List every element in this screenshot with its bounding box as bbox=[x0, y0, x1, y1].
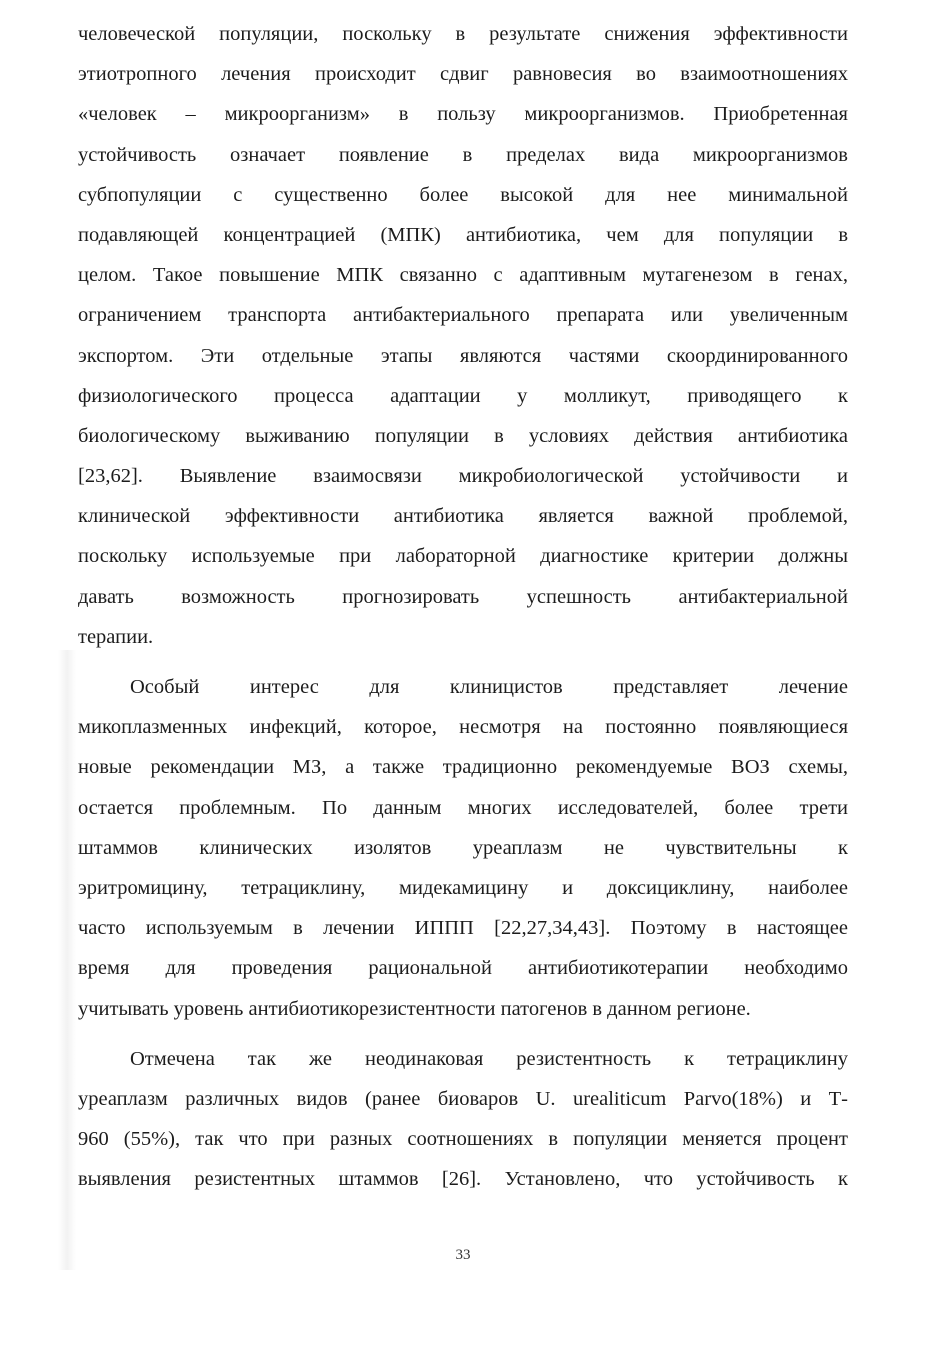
text-line: поскольку используемые при лабораторной диагностике критерии должны bbox=[78, 545, 848, 568]
paragraph-2 bbox=[78, 667, 848, 1029]
text-line: [23,62]. Выявление взаимосвязи микробиологической устойчивости и bbox=[78, 465, 848, 488]
text-line: 960 (55%), так что при разных соотношениях в популяции меняется процент bbox=[78, 1128, 848, 1151]
text-line: устойчивость означает появление в пределах вида микроорганизмов bbox=[78, 143, 848, 166]
text-line: Отмечена так же неодинаковая резистентность к тетрациклину bbox=[130, 1047, 848, 1070]
text-line: субпопуляции с существенно более высокой для нее минимальной bbox=[78, 183, 848, 206]
scan-shadow bbox=[58, 650, 76, 1270]
text-line: Особый интерес для клиницистов представляет лечение bbox=[130, 676, 848, 698]
paragraph-gap bbox=[78, 657, 848, 667]
text-line: целом. Такое повышение МПК связанно с адаптивным мутагенезом в генах, bbox=[78, 264, 848, 287]
text-line: эритромицину, тетрациклину, мидекамицину и доксициклину, наиболее bbox=[78, 876, 848, 899]
text-line: время для проведения рациональной антибиотикотерапии необходимо bbox=[78, 957, 848, 980]
text-line: биологическому выживанию популяции в условиях действия антибиотика bbox=[78, 424, 848, 447]
text-line: этиотропного лечения происходит сдвиг равновесия во взаимоотношениях bbox=[78, 63, 848, 86]
text-line: физиологического процесса адаптации у молликут, приводящего к bbox=[78, 384, 848, 407]
text-line: учитывать уровень антибиотикорезистентности патогенов в данном регионе. bbox=[78, 997, 751, 1020]
text-line: давать возможность прогнозировать успешность антибактериальной bbox=[78, 585, 848, 608]
text-line: часто используемым в лечении ИППП [22,27,34,43]. Поэтому в настоящее bbox=[78, 917, 848, 940]
paragraph-1 bbox=[78, 14, 848, 657]
text-line: человеческой популяции, поскольку в результате снижения эффективности bbox=[78, 23, 848, 45]
text-line: штаммов клинических изолятов уреаплазм не чувствительны к bbox=[78, 836, 848, 859]
body-text bbox=[78, 14, 848, 1199]
paragraph-gap bbox=[78, 1029, 848, 1039]
text-line: подавляющей концентрацией (МПК) антибиотика, чем для популяции в bbox=[78, 223, 848, 246]
paragraph-3 bbox=[78, 1039, 848, 1200]
text-line: клинической эффективности антибиотика является важной проблемой, bbox=[78, 505, 848, 528]
text-line: новые рекомендации МЗ, а также традиционно рекомендуемые ВОЗ схемы, bbox=[78, 756, 848, 779]
text-line: экспортом. Эти отдельные этапы являются частями скоординированного bbox=[78, 344, 848, 367]
text-line: микоплазменных инфекций, которое, несмотря на постоянно появляющиеся bbox=[78, 716, 848, 739]
text-line: «человек – микроорганизм» в пользу микроорганизмов. Приобретенная bbox=[78, 103, 848, 126]
text-line: уреаплазм различных видов (ранее биоваров U. urealiticum Parvo(18%) и Т- bbox=[78, 1087, 848, 1110]
text-line: остается проблемным. По данным многих исследователей, более трети bbox=[78, 796, 848, 819]
text-line: выявления резистентных штаммов [26]. Установлено, что устойчивость к bbox=[78, 1168, 848, 1191]
text-line: терапии. bbox=[78, 625, 154, 648]
page-number: 33 bbox=[455, 1247, 471, 1263]
text-line: ограничением транспорта антибактериального препарата или увеличенным bbox=[78, 304, 848, 327]
